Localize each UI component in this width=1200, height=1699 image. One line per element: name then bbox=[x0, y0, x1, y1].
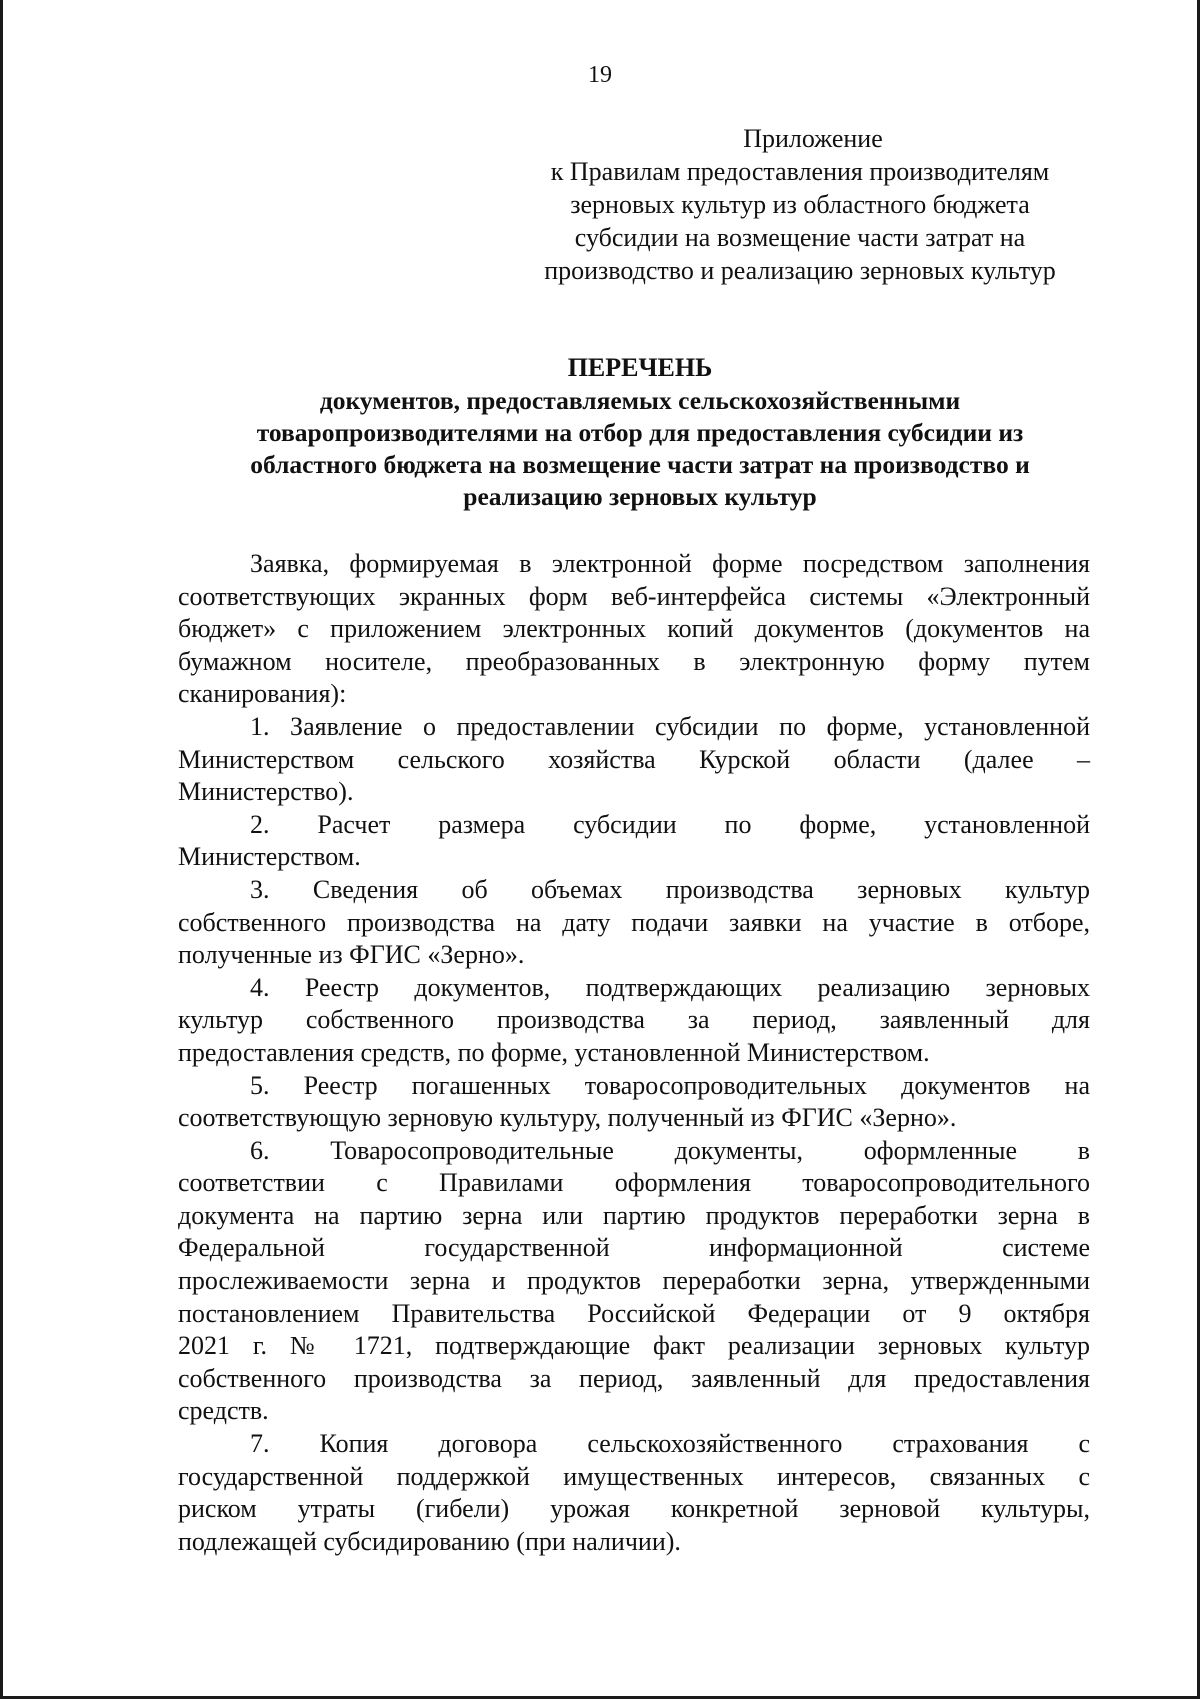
list-item bbox=[178, 972, 1090, 1070]
text-line: Министерство). bbox=[178, 777, 354, 807]
document-subtitle-line: областного бюджета на возмещение части затрат на производство и bbox=[250, 450, 1030, 479]
list-item bbox=[178, 1070, 1090, 1135]
appendix-header bbox=[520, 122, 1080, 287]
text-line: 2. Расчет размера субсидии по форме, установленной bbox=[250, 809, 1090, 839]
text-line: государственной поддержкой имущественных интересов, связанных с bbox=[178, 1461, 1090, 1491]
text-line: документа на партию зерна или партию продуктов переработки зерна в bbox=[178, 1200, 1090, 1230]
text-line: бумажном носителе, преобразованных в электронную форму путем bbox=[178, 646, 1090, 676]
text-line: 4. Реестр документов, подтверждающих реализацию зерновых bbox=[250, 972, 1090, 1002]
document-body bbox=[178, 548, 1090, 1558]
appendix-line: производство и реализацию зерновых культур bbox=[544, 256, 1056, 285]
intro-paragraph bbox=[178, 548, 1090, 711]
text-line: Министерством сельского хозяйства Курской области (далее – bbox=[178, 744, 1090, 774]
text-line: подлежащей субсидированию (при наличии). bbox=[178, 1526, 681, 1556]
text-line: соответствующую зерновую культуру, полученный из ФГИС «Зерно». bbox=[178, 1103, 957, 1133]
appendix-line: зерновых культур из областного бюджета bbox=[570, 190, 1030, 219]
document-title: ПЕРЕЧЕНЬ bbox=[567, 353, 713, 382]
list-item bbox=[178, 1135, 1090, 1428]
appendix-line: Приложение bbox=[743, 124, 883, 153]
text-line: Министерством. bbox=[178, 842, 361, 872]
text-line: прослеживаемости зерна и продуктов переработки зерна, утвержденными bbox=[178, 1266, 1090, 1296]
text-line: сканирования): bbox=[178, 679, 347, 709]
text-line: 7. Копия договора сельскохозяйственного страхования с bbox=[250, 1429, 1090, 1459]
text-line: собственного производства за период, заявленный для предоставления bbox=[178, 1363, 1090, 1393]
document-subtitle-line: документов, предоставляемых сельскохозяйственными bbox=[319, 386, 961, 415]
text-line: 5. Реестр погашенных товаросопроводительных документов на bbox=[250, 1070, 1090, 1100]
list-item bbox=[178, 711, 1090, 809]
document-subtitle-line: товаропроизводителями на отбор для предоставления субсидии из bbox=[256, 418, 1024, 447]
text-line: культур собственного производства за период, заявленный для bbox=[178, 1005, 1090, 1035]
list-item bbox=[178, 809, 1090, 874]
page-number: 19 bbox=[588, 62, 612, 88]
text-line: собственного производства на дату подачи заявки на участие в отборе, bbox=[178, 907, 1090, 937]
text-line: средств. bbox=[178, 1396, 269, 1426]
text-line: предоставления средств, по форме, установленной Министерством. bbox=[178, 1037, 930, 1067]
text-line: соответствующих экранных форм веб-интерфейса системы «Электронный bbox=[178, 581, 1090, 611]
text-line: 2021 г. № 1721, подтверждающие факт реализации зерновых культур bbox=[178, 1331, 1090, 1361]
document-heading bbox=[180, 352, 1100, 513]
list-item bbox=[178, 874, 1090, 972]
text-line: 6. Товаросопроводительные документы, оформленные в bbox=[250, 1135, 1090, 1165]
text-line: 3. Сведения об объемах производства зерновых культур bbox=[250, 874, 1090, 904]
appendix-line: к Правилам предоставления производителям bbox=[550, 157, 1050, 186]
list-item bbox=[178, 1428, 1090, 1558]
document-subtitle-line: реализацию зерновых культур bbox=[463, 482, 817, 511]
text-line: бюджет» с приложением электронных копий документов (документов на bbox=[178, 614, 1090, 644]
scan-border-left bbox=[0, 0, 3, 1699]
text-line: соответствии с Правилами оформления товаросопроводительного bbox=[178, 1168, 1090, 1198]
appendix-line: субсидии на возмещение части затрат на bbox=[574, 223, 1026, 252]
text-line: Заявка, формируемая в электронной форме посредством заполнения bbox=[250, 549, 1090, 578]
text-line: постановлением Правительства Российской Федерации от 9 октября bbox=[178, 1298, 1090, 1328]
text-line: Федеральной государственной информационной системе bbox=[178, 1233, 1090, 1263]
text-line: полученные из ФГИС «Зерно». bbox=[178, 940, 525, 970]
text-line: риском утраты (гибели) урожая конкретной зерновой культуры, bbox=[178, 1494, 1090, 1524]
text-line: 1. Заявление о предоставлении субсидии по форме, установленной bbox=[250, 711, 1090, 741]
